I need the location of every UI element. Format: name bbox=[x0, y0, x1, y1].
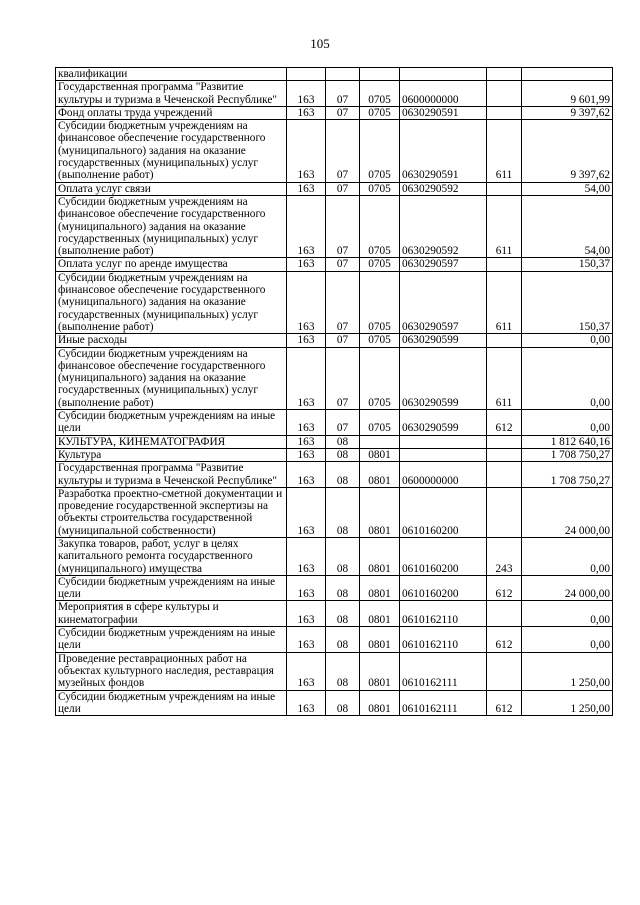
row-expense-type: 611 bbox=[487, 347, 522, 409]
row-section-code: 08 bbox=[326, 575, 360, 601]
row-name: Субсидии бюджетным учреждениям на финансовое обеспечение государственного (муниципального) задания на оказание государственных (муниципальных) услуг (выполнение работ) bbox=[56, 120, 287, 182]
row-section-code: 08 bbox=[326, 690, 360, 716]
row-name: Субсидии бюджетным учреждениям на иные цели bbox=[56, 575, 287, 601]
row-section-code: 08 bbox=[326, 652, 360, 690]
table-row bbox=[56, 575, 613, 601]
row-target-article: 0630290591 bbox=[400, 120, 487, 182]
row-target-article: 0610162110 bbox=[400, 601, 487, 627]
table-row bbox=[56, 81, 613, 107]
table-row bbox=[56, 271, 613, 333]
row-section-code: 07 bbox=[326, 347, 360, 409]
row-subsection-code: 0705 bbox=[360, 106, 400, 119]
row-amount: 1 250,00 bbox=[522, 652, 613, 690]
row-name: Мероприятия в сфере культуры и кинематографии bbox=[56, 601, 287, 627]
table-row bbox=[56, 258, 613, 271]
row-subsection-code: 0801 bbox=[360, 652, 400, 690]
row-amount: 9 397,62 bbox=[522, 120, 613, 182]
row-amount: 24 000,00 bbox=[522, 575, 613, 601]
row-amount: 9 601,99 bbox=[522, 81, 613, 107]
row-name: Государственная программа "Развитие культуры и туризма в Чеченской Республике" bbox=[56, 81, 287, 107]
table-row bbox=[56, 106, 613, 119]
row-target-article: 0610160200 bbox=[400, 487, 487, 537]
table-row bbox=[56, 410, 613, 436]
page-number: 105 bbox=[310, 36, 330, 51]
row-amount bbox=[522, 68, 613, 81]
row-target-article: 0610162111 bbox=[400, 690, 487, 716]
row-expense-type: 243 bbox=[487, 537, 522, 575]
row-ministry-code: 163 bbox=[287, 537, 326, 575]
table-row bbox=[56, 627, 613, 653]
row-amount: 0,00 bbox=[522, 347, 613, 409]
row-subsection-code: 0705 bbox=[360, 410, 400, 436]
row-target-article: 0630290592 bbox=[400, 195, 487, 257]
row-ministry-code: 163 bbox=[287, 182, 326, 195]
row-expense-type bbox=[487, 448, 522, 461]
row-name: Иные расходы bbox=[56, 334, 287, 347]
row-target-article: 0600000000 bbox=[400, 81, 487, 107]
row-section-code: 08 bbox=[326, 627, 360, 653]
row-ministry-code: 163 bbox=[287, 120, 326, 182]
row-subsection-code: 0801 bbox=[360, 627, 400, 653]
row-amount: 1 250,00 bbox=[522, 690, 613, 716]
row-name: Субсидии бюджетным учреждениям на финансовое обеспечение государственного (муниципального) задания на оказание государственных (муниципальных) услуг (выполнение работ) bbox=[56, 195, 287, 257]
row-target-article: 0610160200 bbox=[400, 575, 487, 601]
row-section-code: 07 bbox=[326, 271, 360, 333]
row-name: Фонд оплаты труда учреждений bbox=[56, 106, 287, 119]
row-ministry-code: 163 bbox=[287, 462, 326, 488]
table-row bbox=[56, 652, 613, 690]
row-section-code bbox=[326, 68, 360, 81]
row-subsection-code: 0801 bbox=[360, 487, 400, 537]
row-ministry-code: 163 bbox=[287, 195, 326, 257]
row-ministry-code bbox=[287, 68, 326, 81]
row-target-article: 0630290599 bbox=[400, 347, 487, 409]
row-subsection-code: 0801 bbox=[360, 601, 400, 627]
row-name: Субсидии бюджетным учреждениям на финансовое обеспечение государственного (муниципального) задания на оказание государственных (муниципальных) услуг (выполнение работ) bbox=[56, 347, 287, 409]
row-section-code: 08 bbox=[326, 435, 360, 448]
table-row bbox=[56, 68, 613, 81]
table-row bbox=[56, 347, 613, 409]
row-expense-type bbox=[487, 652, 522, 690]
row-section-code: 08 bbox=[326, 537, 360, 575]
row-section-code: 07 bbox=[326, 120, 360, 182]
row-expense-type bbox=[487, 462, 522, 488]
row-name: Субсидии бюджетным учреждениям на иные цели bbox=[56, 690, 287, 716]
row-ministry-code: 163 bbox=[287, 81, 326, 107]
row-ministry-code: 163 bbox=[287, 690, 326, 716]
row-ministry-code: 163 bbox=[287, 575, 326, 601]
row-subsection-code: 0801 bbox=[360, 448, 400, 461]
row-expense-type: 612 bbox=[487, 575, 522, 601]
budget-table-body bbox=[56, 68, 613, 716]
row-amount: 54,00 bbox=[522, 182, 613, 195]
table-row bbox=[56, 462, 613, 488]
row-target-article: 0600000000 bbox=[400, 462, 487, 488]
row-section-code: 07 bbox=[326, 182, 360, 195]
row-expense-type bbox=[487, 68, 522, 81]
row-subsection-code: 0705 bbox=[360, 258, 400, 271]
row-expense-type bbox=[487, 435, 522, 448]
budget-table bbox=[55, 67, 613, 716]
row-expense-type bbox=[487, 106, 522, 119]
row-amount: 24 000,00 bbox=[522, 487, 613, 537]
row-section-code: 08 bbox=[326, 601, 360, 627]
row-section-code: 07 bbox=[326, 410, 360, 436]
table-row bbox=[56, 120, 613, 182]
row-section-code: 07 bbox=[326, 81, 360, 107]
row-subsection-code: 0705 bbox=[360, 81, 400, 107]
row-section-code: 07 bbox=[326, 258, 360, 271]
row-target-article: 0630290591 bbox=[400, 106, 487, 119]
row-ministry-code: 163 bbox=[287, 487, 326, 537]
row-expense-type bbox=[487, 81, 522, 107]
row-amount: 1 708 750,27 bbox=[522, 448, 613, 461]
row-subsection-code: 0801 bbox=[360, 462, 400, 488]
table-row bbox=[56, 537, 613, 575]
table-row bbox=[56, 195, 613, 257]
row-subsection-code: 0801 bbox=[360, 575, 400, 601]
row-ministry-code: 163 bbox=[287, 448, 326, 461]
row-name: Оплата услуг связи bbox=[56, 182, 287, 195]
row-target-article: 0630290597 bbox=[400, 258, 487, 271]
table-row bbox=[56, 182, 613, 195]
row-target-article: 0630290599 bbox=[400, 334, 487, 347]
row-amount: 0,00 bbox=[522, 410, 613, 436]
row-amount: 150,37 bbox=[522, 271, 613, 333]
row-section-code: 08 bbox=[326, 462, 360, 488]
row-target-article bbox=[400, 68, 487, 81]
row-target-article: 0630290592 bbox=[400, 182, 487, 195]
row-ministry-code: 163 bbox=[287, 410, 326, 436]
row-name: Разработка проектно-сметной документации и проведение государственной экспертизы на объекты строительства государственной (муниципальной собственности) bbox=[56, 487, 287, 537]
row-amount: 1 812 640,16 bbox=[522, 435, 613, 448]
row-amount: 9 397,62 bbox=[522, 106, 613, 119]
row-section-code: 08 bbox=[326, 448, 360, 461]
row-section-code: 08 bbox=[326, 487, 360, 537]
row-target-article bbox=[400, 435, 487, 448]
row-ministry-code: 163 bbox=[287, 271, 326, 333]
row-ministry-code: 163 bbox=[287, 334, 326, 347]
row-amount: 0,00 bbox=[522, 627, 613, 653]
row-ministry-code: 163 bbox=[287, 652, 326, 690]
row-amount: 150,37 bbox=[522, 258, 613, 271]
row-target-article: 0630290597 bbox=[400, 271, 487, 333]
row-subsection-code bbox=[360, 68, 400, 81]
row-amount: 0,00 bbox=[522, 601, 613, 627]
row-amount: 0,00 bbox=[522, 537, 613, 575]
row-name: КУЛЬТУРА, КИНЕМАТОГРАФИЯ bbox=[56, 435, 287, 448]
row-expense-type: 611 bbox=[487, 271, 522, 333]
row-subsection-code: 0705 bbox=[360, 271, 400, 333]
row-name: Закупка товаров, работ, услуг в целях капитального ремонта государственного (муниципального) имущества bbox=[56, 537, 287, 575]
table-row bbox=[56, 435, 613, 448]
row-expense-type bbox=[487, 334, 522, 347]
row-target-article bbox=[400, 448, 487, 461]
row-subsection-code: 0705 bbox=[360, 120, 400, 182]
row-ministry-code: 163 bbox=[287, 258, 326, 271]
row-subsection-code: 0705 bbox=[360, 334, 400, 347]
row-section-code: 07 bbox=[326, 106, 360, 119]
row-expense-type bbox=[487, 487, 522, 537]
row-subsection-code: 0705 bbox=[360, 347, 400, 409]
row-expense-type bbox=[487, 182, 522, 195]
table-row bbox=[56, 448, 613, 461]
row-section-code: 07 bbox=[326, 334, 360, 347]
row-expense-type bbox=[487, 258, 522, 271]
row-name: Проведение реставрационных работ на объектах культурного наследия, реставрация музейных фондов bbox=[56, 652, 287, 690]
row-expense-type: 612 bbox=[487, 410, 522, 436]
row-target-article: 0610162111 bbox=[400, 652, 487, 690]
row-subsection-code: 0801 bbox=[360, 690, 400, 716]
row-expense-type: 612 bbox=[487, 627, 522, 653]
row-expense-type bbox=[487, 601, 522, 627]
row-name: квалификации bbox=[56, 68, 287, 81]
row-ministry-code: 163 bbox=[287, 627, 326, 653]
row-amount: 54,00 bbox=[522, 195, 613, 257]
row-amount: 1 708 750,27 bbox=[522, 462, 613, 488]
row-amount: 0,00 bbox=[522, 334, 613, 347]
row-subsection-code: 0705 bbox=[360, 195, 400, 257]
row-subsection-code bbox=[360, 435, 400, 448]
row-subsection-code: 0801 bbox=[360, 537, 400, 575]
row-ministry-code: 163 bbox=[287, 347, 326, 409]
row-ministry-code: 163 bbox=[287, 435, 326, 448]
row-ministry-code: 163 bbox=[287, 106, 326, 119]
row-section-code: 07 bbox=[326, 195, 360, 257]
row-name: Культура bbox=[56, 448, 287, 461]
row-name: Субсидии бюджетным учреждениям на финансовое обеспечение государственного (муниципального) задания на оказание государственных (муниципальных) услуг (выполнение работ) bbox=[56, 271, 287, 333]
row-name: Государственная программа "Развитие культуры и туризма в Чеченской Республике" bbox=[56, 462, 287, 488]
table-row bbox=[56, 690, 613, 716]
row-subsection-code: 0705 bbox=[360, 182, 400, 195]
row-target-article: 0630290599 bbox=[400, 410, 487, 436]
row-expense-type: 612 bbox=[487, 690, 522, 716]
row-expense-type: 611 bbox=[487, 120, 522, 182]
table-row bbox=[56, 601, 613, 627]
row-name: Субсидии бюджетным учреждениям на иные цели bbox=[56, 627, 287, 653]
row-expense-type: 611 bbox=[487, 195, 522, 257]
row-name: Оплата услуг по аренде имущества bbox=[56, 258, 287, 271]
row-ministry-code: 163 bbox=[287, 601, 326, 627]
table-row bbox=[56, 334, 613, 347]
table-row bbox=[56, 487, 613, 537]
row-target-article: 0610160200 bbox=[400, 537, 487, 575]
row-target-article: 0610162110 bbox=[400, 627, 487, 653]
row-name: Субсидии бюджетным учреждениям на иные цели bbox=[56, 410, 287, 436]
